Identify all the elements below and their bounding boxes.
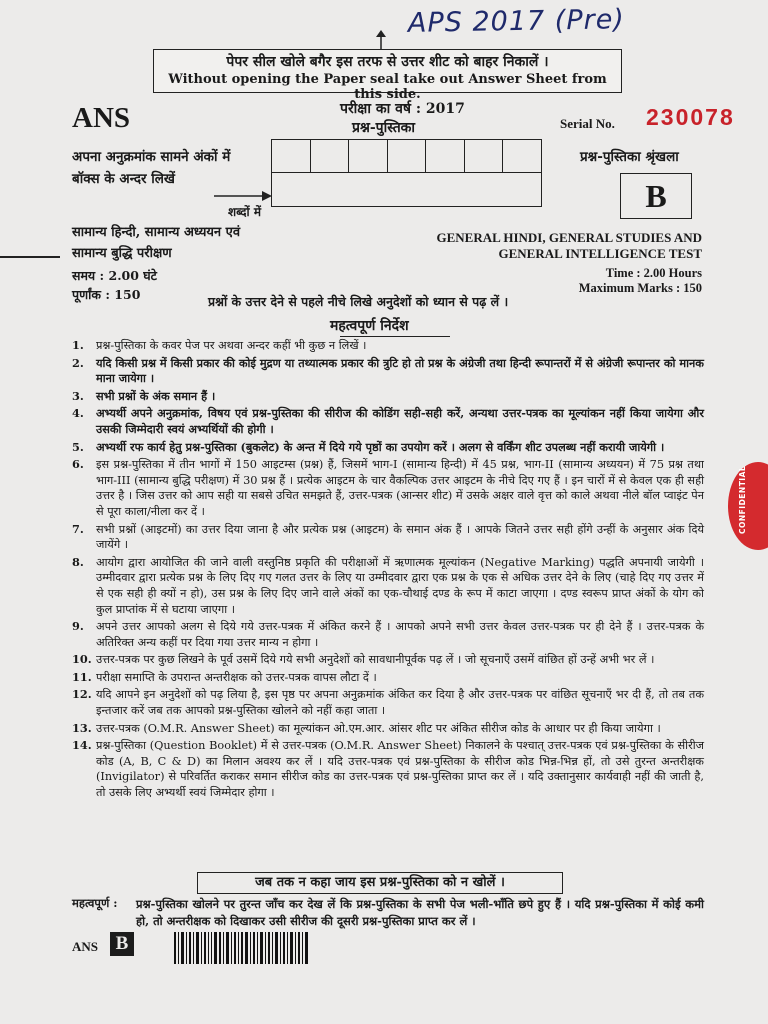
instruction-text: आयोग द्वारा आयोजित की जाने वाली वस्तुनिष्ठ प्रकृति की परीक्षाओं में ऋणात्मक मूल्यांकन (Negative Marking) पद्धति अपनायी जायेगी । उम्मीदवार द्वारा प्रत्येक प्रश्न के लिए दिए गए गलत उत्तर के लिए या उम्मीदवार द्वारा एक प्रश्न के एक से अधिक उत्तर देने के लिए (चाहे दिए गए उत्तर में से एक सही ही क्यों न हो), उस प्रश्न के लिए दिए जाने वाले अंकों का एक-चौथाई दण्ड के रूप में काटा जाएगा । दण्ड स्वरूप प्राप्त अंकों के योग को कुल प्राप्तांक में से घटाया जाएगा । [96, 555, 704, 616]
instruction-text: सभी प्रश्नों (आइटमों) का उत्तर दिया जाना है और प्रत्येक प्रश्न (आइटम) के समान अंक हैं । आपके जितने उत्तर सही होंगे उन्हीं के अनुसार अंक दिये जायेंगे । [96, 522, 704, 552]
instruction-number: 7. [72, 521, 84, 536]
instruction-number: 3. [72, 388, 84, 403]
instruction-number: 2. [72, 355, 84, 370]
confidential-stamp [728, 462, 768, 550]
roll-digit-box[interactable] [311, 140, 350, 172]
margin-dash [0, 256, 60, 258]
instructions-heading: महत्वपूर्ण निर्देश [330, 318, 409, 334]
instruction-item [72, 356, 704, 387]
time-marks-hindi [72, 266, 157, 304]
roll-digit-box[interactable] [349, 140, 388, 172]
instruction-number: 9. [72, 619, 84, 634]
subject-english-line2: GENERAL INTELLIGENCE TEST [498, 246, 702, 261]
instruction-number: 12. [72, 687, 92, 702]
instruction-item [72, 687, 704, 718]
instruction-text: यदि आपने इन अनुदेशों को पढ़ लिया है, इस पृष्ठ पर अपना अनुक्रमांक अंकित कर दिया है और उत्तर-पत्रक पर वांछित सूचनाएँ भर दी हैं, तो तब तक इन्तजार करें जब तक आपको प्रश्न-पुस्तिका खोलने को नहीं कहा जाता । [96, 688, 704, 718]
ans-label: ANS [72, 102, 131, 134]
roll-digit-box[interactable] [388, 140, 427, 172]
subject-english-line1: GENERAL HINDI, GENERAL STUDIES AND [436, 230, 702, 245]
heading-underline [340, 336, 450, 337]
instruction-item [72, 738, 704, 800]
roll-number-label-line1: अपना अनुक्रमांक सामने अंकों में [72, 149, 231, 165]
instruction-number: 1. [72, 338, 84, 352]
roll-number-label [72, 146, 230, 190]
roll-digit-box[interactable] [272, 140, 311, 172]
instruction-item [72, 406, 704, 437]
instruction-text: उत्तर-पत्रक (O.M.R. Answer Sheet) का मूल्यांकन ओ.एम.आर. आंसर शीट पर अंकित सीरीज कोड के आधार पर ही किया जायेगा । [96, 721, 661, 735]
time-hindi: समय : 2.00 घंटे [72, 268, 157, 283]
time-english: Time : 2.00 Hours [605, 266, 702, 280]
seal-instruction-hindi: पेपर सील खोले बगैर इस तरफ से उत्तर शीट को बाहर निकालें । [226, 54, 549, 70]
words-label: शब्दों में [228, 205, 261, 219]
footer-ans-label: ANS [72, 939, 99, 954]
roll-digit-box[interactable] [465, 140, 504, 172]
instruction-number: 10. [72, 652, 92, 667]
instruction-item [72, 721, 704, 737]
seal-instruction-english: Without opening the Paper seal take out Answer Sheet from this side. [168, 72, 607, 102]
confidential-stamp-text: CONFIDENTIAL [738, 465, 747, 534]
serial-label: Serial No. [560, 116, 615, 131]
instruction-number: 5. [72, 439, 84, 454]
instruction-item [72, 440, 704, 456]
marks-english: Maximum Marks : 150 [578, 281, 702, 295]
marks-hindi: पूर्णांक : 150 [72, 287, 141, 302]
pre-instruction-note: प्रश्नों के उत्तर देने से पहले नीचे लिखे अनुदेशों को ध्यान से पढ़ लें । [208, 294, 509, 309]
instruction-text: प्रश्न-पुस्तिका के कवर पेज पर अथवा अन्दर कहीं भी कुछ न लिखें । [96, 339, 367, 352]
instruction-number: 4. [72, 406, 84, 421]
instruction-item [72, 522, 704, 553]
seal-instruction-box [153, 49, 622, 102]
do-not-open-notice: जब तक न कहा जाय इस प्रश्न-पुस्तिका को न खोलें । [197, 872, 563, 894]
instruction-text: सभी प्रश्नों के अंक समान हैं । [96, 388, 216, 403]
instruction-item [72, 389, 704, 405]
instruction-text: प्रश्न-पुस्तिका (Question Booklet) में से उत्तर-पत्रक (O.M.R. Answer Sheet) निकालने के पश्चात् उत्तर-पत्रक एवं प्रश्न-पुस्तिका के सीरीज कोड (A, B, C & D) का मिलान अवश्य कर लें । यदि उत्तर-पत्रक एवं प्रश्न-पुस्तिका के सीरीज कोड भिन्न-भिन्न हों, तो उसे तुरन्त अन्तरीक्षक (Invigilator) से परिवर्तित कराकर समान सीरीज कोड का उत्तर-पत्रक एवं प्रश्न-पुस्तिका प्राप्त कर लें । यदि उक्तानुसार कार्यवाही नहीं की जाती है, तो उसके लिए अभ्यर्थी स्वयं जिम्मेदार होगा । [96, 739, 704, 800]
instruction-text: इस प्रश्न-पुस्तिका में तीन भागों में 150 आइटम्स (प्रश्न) हैं, जिसमें भाग-I (सामान्य हिन्दी) में 45 प्रश्न, भाग-II (सामान्य अध्ययन) में 75 प्रश्न तथा भाग-III (सामान्य बुद्धि परीक्षण) में 30 प्रश्न हैं । प्रत्येक आइटम के चार वैकल्पिक उत्तर आइटम के नीचे दिए गए हैं । इन चारों में से केवल एक ही सही उत्तर है । जिस उत्तर को आप सही या सबसे उचित समझते हैं, उत्तर-पत्रक (आन्सर शीट) में उसके अक्षर वाले वृत्त को काले अथवा नीले बॉल प्वाइंट पेन से पूरा काला/नीला कर दें । [96, 458, 704, 518]
subject-hindi-line2: सामान्य बुद्धि परीक्षण [72, 246, 172, 261]
handwritten-note: APS 2017 (Pre) [407, 4, 626, 39]
instruction-number: 6. [72, 457, 84, 472]
instruction-text: अभ्यर्थी रफ कार्य हेतु प्रश्न-पुस्तिका (बुकलेट) के अन्त में दिये गये पृष्ठों का उपयोग करें । अलग से वर्किंग शीट उपलब्ध नहीं करायी जायेगी । [96, 439, 665, 454]
instruction-text: परीक्षा समाप्ति के उपरान्त अन्तरीक्षक को उत्तर-पत्रक वापस लौटा दें । [96, 670, 377, 684]
roll-number-digit-boxes[interactable] [271, 139, 542, 173]
instruction-text: अभ्यर्थी अपने अनुक्रमांक, विषय एवं प्रश्न-पुस्तिका की सीरीज की कोडिंग सही-सही करें, अन्यथा उत्तर-पत्रक का मूल्यांकन नहीं किया जायेगा और उसकी जिम्मेदारी स्वयं अभ्यर्थियों की होगी । [96, 406, 704, 436]
exam-year: परीक्षा का वर्ष : 2017 [340, 101, 465, 117]
instruction-item [72, 619, 704, 650]
serial-number: 230078 [646, 104, 735, 130]
instruction-item [72, 338, 704, 354]
instruction-item [72, 652, 704, 668]
instruction-number: 8. [72, 554, 84, 569]
series-box: B [620, 173, 692, 219]
subject-hindi-line1: सामान्य हिन्दी, सामान्य अध्ययन एवं [72, 225, 241, 240]
subject-english [396, 230, 702, 262]
instruction-text: अपने उत्तर आपको अलग से दिये गये उत्तर-पत्रक में अंकित करने हैं । आपको अपने सभी उत्तर केवल उत्तर-पत्रक पर ही देने हैं । उत्तर-पत्रक के अतिरिक्त अन्य कहीं पर दिया गया उत्तर मान्य न होगा । [96, 620, 704, 649]
barcode [174, 932, 310, 964]
instruction-text: यदि किसी प्रश्न में किसी प्रकार की कोई मुद्रण या तथ्यात्मक प्रकार की त्रुटि हो तो प्रश्न के अंग्रेजी तथा हिन्दी रूपान्तरों में से अंग्रेजी रूपान्तर को मानक माना जायेगा । [96, 355, 704, 386]
series-label: प्रश्न-पुस्तिका श्रृंखला [580, 149, 679, 165]
instruction-number: 11. [72, 669, 92, 684]
roll-digit-box[interactable] [426, 140, 465, 172]
roll-number-label-line2: बॉक्स के अन्दर लिखें [72, 171, 175, 187]
instruction-number: 13. [72, 720, 92, 735]
time-marks-english [520, 266, 702, 296]
instruction-item [72, 670, 704, 686]
roll-number-words-box[interactable] [271, 172, 542, 207]
arrow-right-icon [212, 188, 272, 204]
important-text: प्रश्न-पुस्तिका खोलने पर तुरन्त जाँच कर देख लें कि प्रश्न-पुस्तिका के सभी पेज भली-भाँति छपे हुए हैं । यदि प्रश्न-पुस्तिका में कोई कमी हो, तो अन्तरीक्षक को दिखाकर उसी सीरीज की दूसरी प्रश्न-पुस्तिका प्राप्त कर लें । [136, 897, 704, 928]
instruction-number: 14. [72, 738, 92, 753]
roll-digit-box[interactable] [503, 140, 541, 172]
instruction-item [72, 555, 704, 617]
subject-hindi [72, 222, 240, 264]
instructions-list [72, 338, 704, 803]
footer-series-box: B [110, 932, 134, 956]
important-label: महत्वपूर्ण : [72, 896, 118, 910]
instruction-item [72, 457, 704, 519]
instruction-text: उत्तर-पत्रक पर कुछ लिखने के पूर्व उसमें दिये गये सभी अनुदेशों को सावधानीपूर्वक पढ़ लें । जो सूचनाएँ उसमें वांछित हों उन्हें अभी भर लें । [96, 653, 655, 667]
booklet-label: प्रश्न-पुस्तिका [352, 120, 416, 136]
